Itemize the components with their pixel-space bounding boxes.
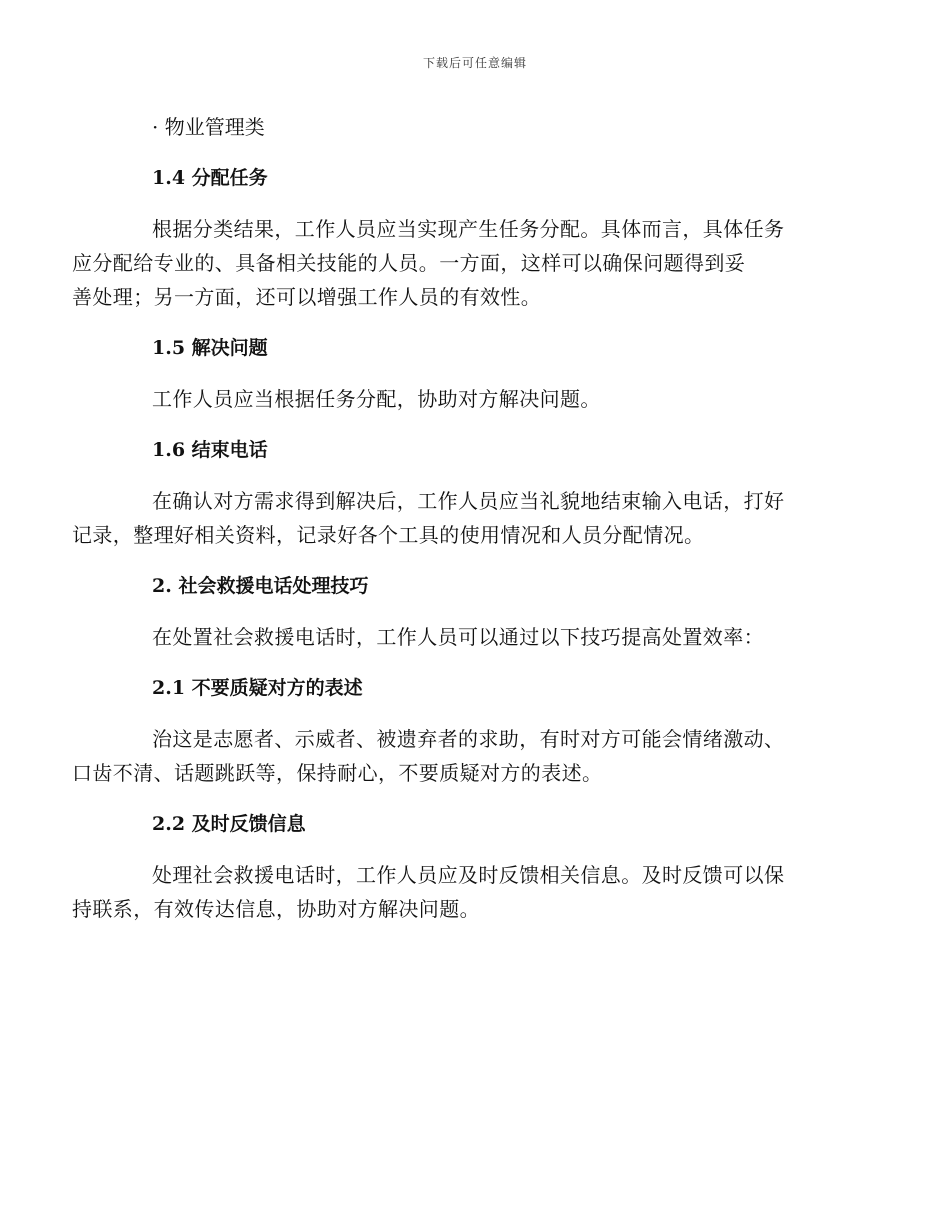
section-heading-2-2: 2.2 及时反馈信息 — [152, 813, 306, 835]
paragraph-line: 治这是志愿者、示威者、被遗弃者的求助，有时对方可能会情绪激动、 — [152, 727, 785, 751]
paragraph-line: 根据分类结果，工作人员应当实现产生任务分配。具体而言，具体任务 — [152, 217, 785, 241]
section-heading-2-1: 2.1 不要质疑对方的表述 — [152, 677, 363, 699]
paragraph-line: 善处理；另一方面，还可以增强工作人员的有效性。 — [72, 285, 542, 309]
paragraph-1-6 — [72, 484, 832, 552]
section-heading-1-6: 1.6 结束电话 — [152, 439, 268, 461]
paragraph-2-1 — [72, 722, 832, 790]
paragraph-2-2 — [72, 858, 832, 926]
paragraph-line: 口齿不清、话题跳跃等，保持耐心，不要质疑对方的表述。 — [72, 761, 603, 785]
section-heading-1-5: 1.5 解决问题 — [152, 337, 268, 359]
page-header: 下载后可任意编辑 — [422, 56, 527, 70]
section-heading-1-4: 1.4 分配任务 — [152, 167, 268, 189]
section-heading-2: 2. 社会救援电话处理技巧 — [152, 575, 369, 597]
paragraph-line: 工作人员应当根据任务分配，协助对方解决问题。 — [152, 387, 601, 411]
bullet-item: · 物业管理类 — [152, 115, 265, 139]
paragraph-line: 应分配给专业的、具备相关技能的人员。一方面，这样可以确保问题得到妥 — [72, 251, 746, 275]
paragraph-2 — [112, 620, 832, 654]
paragraph-line: 在处置社会救援电话时，工作人员可以通过以下技巧提高处置效率： — [152, 625, 764, 649]
document-body — [72, 110, 832, 943]
paragraph-1-4 — [72, 212, 832, 314]
paragraph-line: 记录，整理好相关资料，记录好各个工具的使用情况和人员分配情况。 — [72, 523, 705, 547]
paragraph-line: 持联系，有效传达信息，协助对方解决问题。 — [72, 897, 480, 921]
paragraph-line: 在确认对方需求得到解决后，工作人员应当礼貌地结束输入电话，打好 — [152, 489, 785, 513]
paragraph-1-5 — [112, 382, 832, 416]
paragraph-line: 处理社会救援电话时，工作人员应及时反馈相关信息。及时反馈可以保 — [152, 863, 785, 887]
